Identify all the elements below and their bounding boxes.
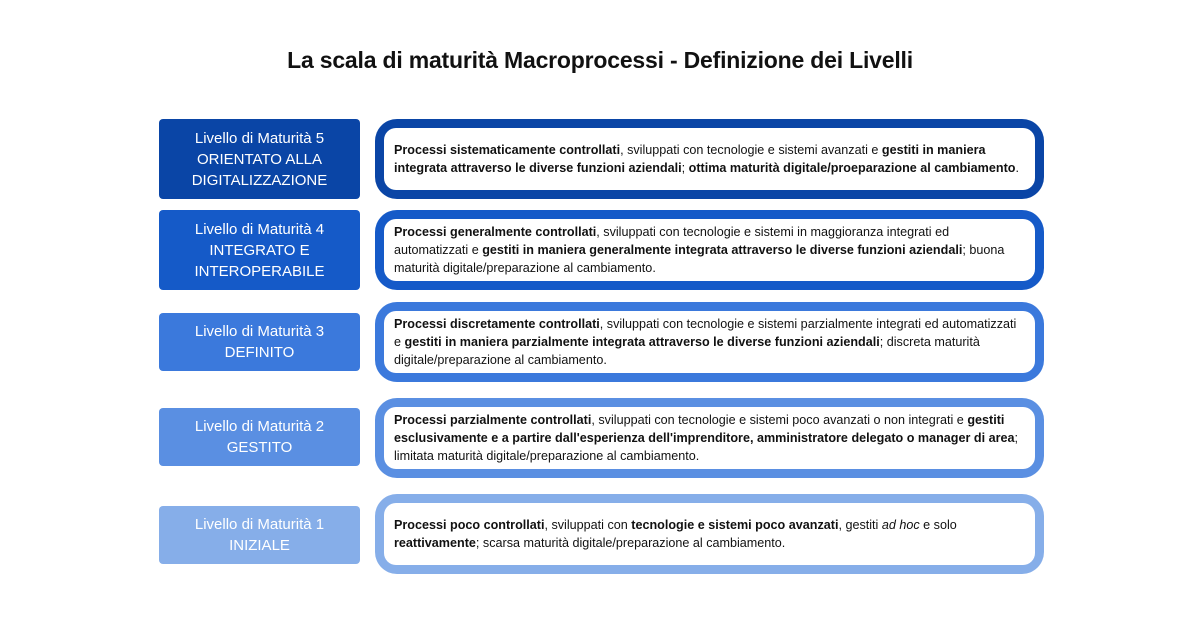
description-segment: gestiti in maniera parzialmente integrata attraverso le diverse funzioni aziendali bbox=[404, 335, 880, 349]
level-5-title-line2: DIGITALIZZAZIONE bbox=[191, 171, 328, 189]
level-3-description bbox=[394, 315, 1025, 369]
description-segment: ; discreta maturità digitale/preparazione al cambiamento. bbox=[394, 335, 980, 367]
level-4-name: Livello di Maturità 4 bbox=[194, 220, 325, 238]
level-3-title: DEFINITO bbox=[224, 344, 295, 361]
description-segment: ; bbox=[681, 161, 689, 175]
description-segment: Processi discretamente controllati bbox=[394, 317, 600, 331]
level-2-description-box bbox=[375, 398, 1044, 478]
description-segment: , sviluppati con tecnologie e sistemi parzialmente integrati ed automatizzati e bbox=[394, 317, 1017, 349]
page-title: La scala di maturità Macroprocessi - Definizione dei Livelli bbox=[287, 47, 913, 73]
description-segment: gestiti in maniera integrata attraverso le diverse funzioni aziendali bbox=[394, 143, 986, 175]
level-1-description-box bbox=[375, 494, 1044, 574]
description-segment: , sviluppati con bbox=[544, 518, 632, 532]
level-4-description bbox=[394, 223, 1025, 277]
description-segment: . bbox=[1015, 161, 1019, 175]
level-1-name: Livello di Maturità 1 bbox=[194, 516, 325, 533]
level-2-name: Livello di Maturità 2 bbox=[194, 418, 325, 435]
description-segment: ; buona maturità digitale/preparazione al cambiamento. bbox=[394, 243, 1005, 275]
description-segment: ; limitata maturità digitale/preparazione al cambiamento. bbox=[394, 431, 1019, 463]
level-5-description bbox=[394, 141, 1025, 177]
level-2-label bbox=[159, 408, 360, 466]
level-5-description-box bbox=[375, 119, 1044, 199]
description-segment: Processi poco controllati bbox=[394, 518, 545, 532]
level-5-title-line1: ORIENTATO ALLA bbox=[196, 150, 323, 168]
level-2-title: GESTITO bbox=[226, 439, 293, 456]
level-1-description bbox=[394, 516, 1025, 552]
description-segment: Processi generalmente controllati bbox=[394, 225, 597, 239]
level-5-name: Livello di Maturità 5 bbox=[194, 129, 325, 147]
level-4-title-line1: INTEGRATO E bbox=[209, 241, 310, 259]
level-3-name: Livello di Maturità 3 bbox=[194, 323, 325, 340]
description-segment: gestiti in maniera generalmente integrata attraverso le diverse funzioni aziendali bbox=[482, 243, 963, 257]
level-4-label bbox=[159, 210, 360, 290]
level-4-title-line2: INTEROPERABILE bbox=[194, 262, 325, 280]
description-segment: gestiti esclusivamente e a partire dall'esperienza dell'imprenditore, amministratore delegato o manager di area bbox=[394, 413, 1015, 445]
level-3-label bbox=[159, 313, 360, 371]
level-5-label bbox=[159, 119, 360, 199]
description-segment: tecnologie e sistemi poco avanzati bbox=[631, 518, 839, 532]
description-segment: ; scarsa maturità digitale/preparazione al cambiamento. bbox=[475, 536, 786, 550]
level-1-title: INIZIALE bbox=[229, 537, 290, 554]
description-segment: , gestiti bbox=[838, 518, 882, 532]
level-2-description bbox=[394, 411, 1025, 465]
description-segment: Processi sistematicamente controllati bbox=[394, 143, 621, 157]
level-1-label bbox=[159, 506, 360, 564]
description-segment: Processi parzialmente controllati bbox=[394, 413, 592, 427]
description-segment: ad hoc bbox=[881, 518, 920, 532]
description-segment: , sviluppati con tecnologie e sistemi in maggioranza integrati ed automatizzati e bbox=[394, 225, 950, 257]
level-3-description-box bbox=[375, 302, 1044, 382]
description-segment: reattivamente bbox=[394, 536, 476, 550]
level-4-description-box bbox=[375, 210, 1044, 290]
description-segment: , sviluppati con tecnologie e sistemi avanzati e bbox=[620, 143, 882, 157]
description-segment: , sviluppati con tecnologie e sistemi poco avanzati o non integrati e bbox=[591, 413, 968, 427]
description-segment: ottima maturità digitale/proeparazione al cambiamento bbox=[688, 161, 1016, 175]
description-segment: e solo bbox=[919, 518, 957, 532]
